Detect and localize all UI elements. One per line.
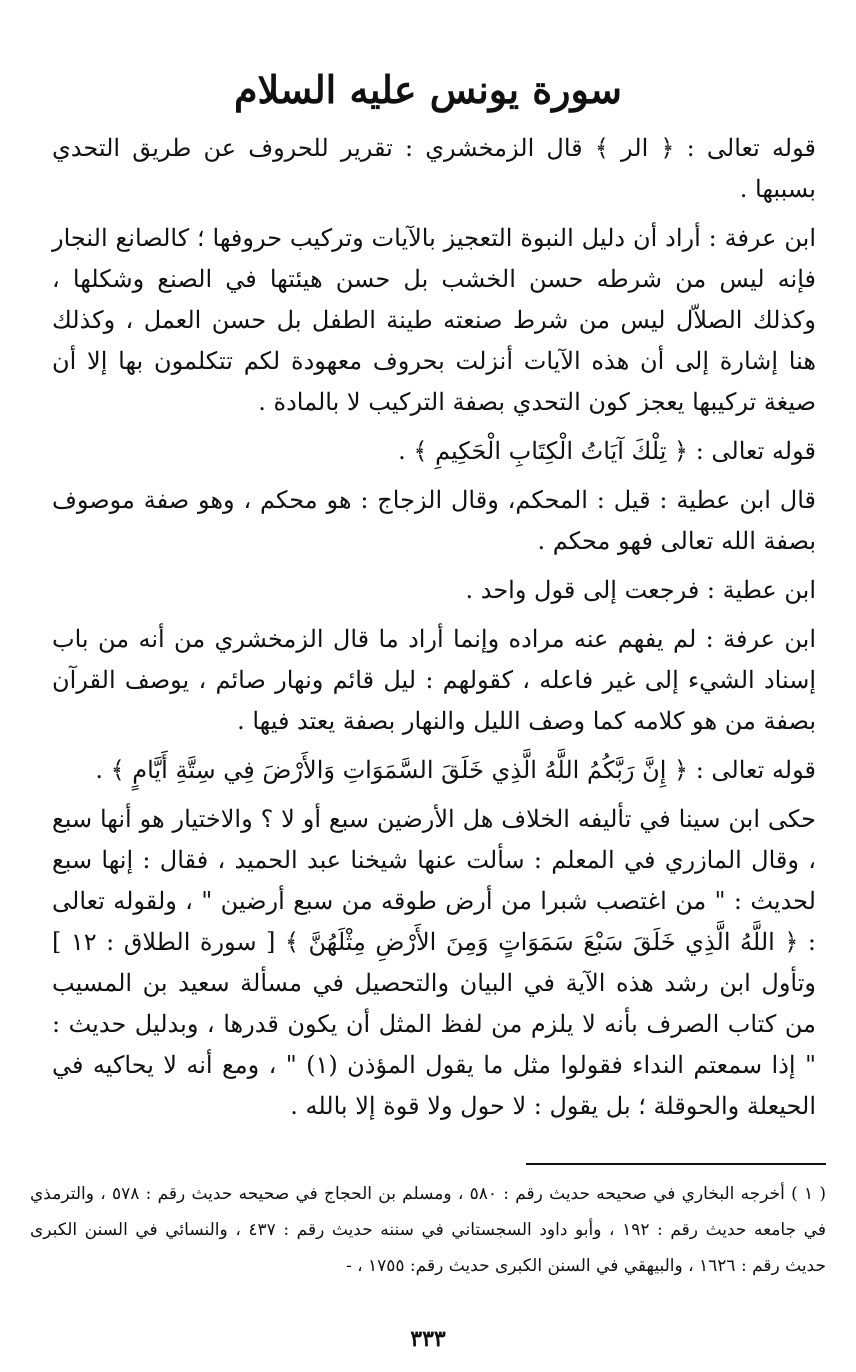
surah-title: سورة يونس عليه السلام [234,67,622,112]
footnotes [30,1176,826,1284]
main-text [52,128,816,1135]
paragraph-inna-rabbakum: قوله تعالى : ﴿ إِنَّ رَبَّكُمُ اللَّهُ الَّذِي خَلَقَ السَّمَوَاتِ وَالأَرْضَ فِي سِتَّةِ أَيَّامٍ ﴾ . [95,756,816,784]
paragraph-ibn-atiyya-muhkam: قال ابن عطية : قيل : المحكم، وقال الزجاج : هو محكم ، وهو صفة موصوف بصفة الله تعالى فهو محكم . [52,486,816,555]
paragraph-ibn-arafa-isnad: ابن عرفة : لم يفهم عنه مراده وإنما أراد ما قال الزمخشري من أنه من باب إسناد الشيء إلى غير فاعله ، كقولهم : ليل قائم ونهار صائم ، يوصف القرآن بصفة من هو كلامه كما وصف الليل والنهار بصفة يعتد فيها . [52,625,816,735]
paragraph-ibn-atiyya-qawl-wahid: ابن عطية : فرجعت إلى قول واحد . [465,576,816,604]
footnote-divider [526,1163,826,1165]
paragraph-tilka-ayat: قوله تعالى : ﴿ تِلْكَ آيَاتُ الْكِتَابِ الْحَكِيمِ ﴾ . [398,437,816,465]
footnote-1: ( ١ ) أخرجه البخاري في صحيحه حديث رقم : ٥٨٠ ، ومسلم بن الحجاج في صحيحه حديث رقم : ٥٧٨ ، والترمذي في جامعه حديث رقم : ١٩٢ ، وأبو داود السجستاني في سننه حديث رقم : ٤٣٧ ، والنسائي في السنن الكبرى حديث رقم : ١٦٢٦ ، والبيهقي في السنن الكبرى حديث رقم: ١٧٥٥ ، - [30,1184,826,1276]
page-number: ٣٣٣ [410,1326,446,1352]
paragraph-ibn-sina-aradin: حكى ابن سينا في تأليفه الخلاف هل الأرضين سبع أو لا ؟ والاختيار هو أنها سبع ، وقال المازري في المعلم : سألت عنها شيخنا عبد الحميد ، فقال : إنها سبع لحديث : " من اغتصب شبرا من أرض طوقه من سبع أرضين " ، ولقوله تعالى : ﴿ اللَّهُ الَّذِي خَلَقَ سَبْعَ سَمَوَاتٍ وَمِنَ الأَرْضِ مِثْلَهُنَّ ﴾ [ سورة الطلاق : ١٢ ] وتأول ابن رشد هذه الآية في البيان والتحصيل في مسألة سعيد بن المسيب من كتاب الصرف بأنه لا يلزم من لفظ المثل أن يكون قدرها ، وبدليل حديث : " إذا سمعتم النداء فقولوا مثل ما يقول المؤذن (١) " ، ومع أنه لا يحاكيه في الحيعلة والحوقلة ؛ بل يقول : لا حول ولا قوة إلا بالله . [52,805,816,1120]
paragraph-alif-lam-ra: قوله تعالى : ﴿ الر ﴾ قال الزمخشري : تقرير للحروف عن طريق التحدي بسببها . [52,134,816,203]
paragraph-ibn-arafa-tajiz: ابن عرفة : أراد أن دليل النبوة التعجيز بالآيات وتركيب حروفها ؛ كالصانع النجار فإنه ليس من شرطه حسن الخشب بل حسن هيئتها في الصنع وشكلها ، وكذلك الصلاّل ليس من شرط صنعته طينة الطفل بل حسن العمل ، وكذلك هنا إشارة إلى أن هذه الآيات أنزلت بحروف معهودة لكم تتكلمون بها إلا أن صيغة تركيبها يعجز كون التحدي بصفة التركيب لا بالمادة . [52,224,816,416]
